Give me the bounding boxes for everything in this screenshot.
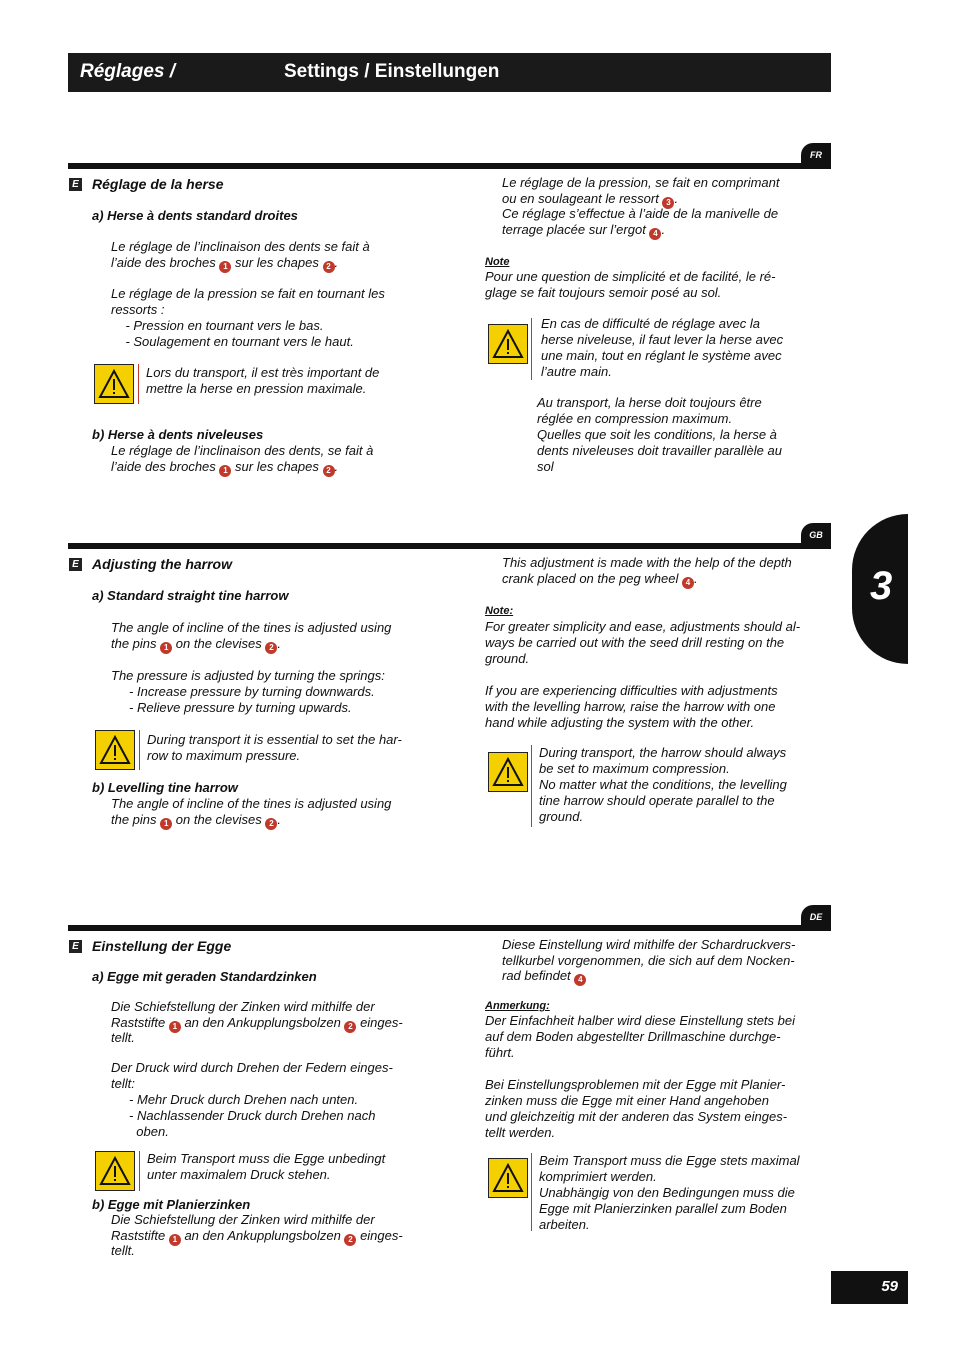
text-gb-r1-l2: crank placed on the peg wheel 4 . <box>502 571 698 587</box>
subheading-a-de: a) Egge mit geraden Standardzinken <box>92 969 317 984</box>
callout-2-icon: 2 <box>265 642 277 654</box>
warning-icon <box>94 364 134 404</box>
warning-text-de-1: Beim Transport muss die Egge unbedingt unter maximalem Druck stehen. <box>147 1151 386 1182</box>
text-fr-r1-l4: terrage placée sur l’ergot 4 . <box>502 222 666 238</box>
section-divider-fr <box>68 163 831 169</box>
warning-rule <box>531 745 532 827</box>
callout-2-icon: 2 <box>344 1021 356 1033</box>
section-divider-gb <box>68 543 831 549</box>
warning-rule <box>138 364 139 404</box>
warning-icon <box>488 1158 528 1198</box>
subheading-b-gb: b) Levelling tine harrow <box>92 780 238 795</box>
text-de-b-l3: tellt. <box>111 1243 135 1258</box>
text-gb-a1-l2: the pins 1 on the clevises 2 . <box>111 636 282 652</box>
callout-1-icon: 1 <box>160 642 172 654</box>
warning-rule <box>531 1153 532 1231</box>
warning-text-fr-2: En cas de difficulté de réglage avec la herse niveleuse, il faut lever la herse avec une main, tout en réglant le système avec l’autre main. <box>541 316 784 379</box>
warning-rule <box>139 730 140 770</box>
note-label-gb: Note: <box>485 605 514 617</box>
text-fr-b-l2: l’aide des broches 1 sur les chapes 2 . <box>111 459 339 475</box>
page-number-box <box>831 1271 908 1304</box>
warning-icon <box>95 730 135 770</box>
lang-badge-fr: FR <box>801 143 831 167</box>
section-heading-gb: Adjusting the harrow <box>92 556 232 572</box>
subheading-a-gb: a) Standard straight tine harrow <box>92 588 289 603</box>
subheading-b-fr: b) Herse à dents niveleuses <box>92 427 264 442</box>
text-de-b-l1: Die Schiefstellung der Zinken wird mithilfe der <box>111 1212 375 1227</box>
warning-text-gb-1: During transport it is essential to set the har- row to maximum pressure. <box>147 732 402 763</box>
note-label-fr: Note <box>485 256 510 268</box>
text-gb-r1-l1: This adjustment is made with the help of the depth <box>502 555 792 570</box>
callout-1-icon: 1 <box>219 261 231 273</box>
lang-badge-gb: GB <box>801 523 831 547</box>
text-fr-b-l1: Le réglage de l’inclinaison des dents, se fait à <box>111 443 374 458</box>
callout-1-icon: 1 <box>160 818 172 830</box>
warning-icon <box>95 1151 135 1191</box>
callout-1-icon: 1 <box>169 1021 181 1033</box>
callout-1-icon: 1 <box>219 465 231 477</box>
warning-text-gb-2: During transport, the harrow should always be set to maximum compression. No matter what the conditions, the levelling tine harrow should operate parallel to the ground. <box>539 745 787 824</box>
callout-2-icon: 2 <box>323 465 335 477</box>
page-number: 59 <box>881 1278 898 1295</box>
text-de-r1-l3: rad befindet 4 <box>502 968 586 986</box>
text-de-a1-l3: tellt. <box>111 1030 135 1045</box>
section-marker-gb: E <box>69 558 82 571</box>
subheading-a-fr: a) Herse à dents standard droites <box>92 208 298 223</box>
warning-text-de-2: Beim Transport muss die Egge stets maximal komprimiert werden. Unabhängig von den Bedingungen muss die Egge mit Planierzinken parallel zum Boden arbeiten. <box>539 1153 800 1232</box>
warning-icon <box>488 752 528 792</box>
warning-rule <box>531 318 532 380</box>
section-marker-fr: E <box>69 178 82 191</box>
callout-2-icon: 2 <box>265 818 277 830</box>
chapter-tab <box>852 514 908 664</box>
text-fr-a2: Le réglage de la pression se fait en tournant les ressorts : - Pression en tournant vers le bas. - Soulagement en tournant vers le haut. <box>111 286 385 349</box>
lang-badge-de: DE <box>801 905 831 929</box>
text-gb-b-l1: The angle of incline of the tines is adjusted using <box>111 796 392 811</box>
warning-rule <box>139 1151 140 1191</box>
callout-2-icon: 2 <box>344 1234 356 1246</box>
text-fr-a1-l1: Le réglage de l’inclinaison des dents se fait à <box>111 239 370 254</box>
text-de-a2: Der Druck wird durch Drehen der Federn einges- tellt: - Mehr Druck durch Drehen nach unten. - Nachlassender Druck durch Drehen nach oben. <box>111 1060 393 1139</box>
text-gb-a2: The pressure is adjusted by turning the springs: - Increase pressure by turning downwards. - Relieve pressure by turning upwards. <box>111 668 385 715</box>
note-text-gb: For greater simplicity and ease, adjustments should al- ways be carried out with the seed drill resting on the ground. If you are experiencing difficulties with adjustments with the levelling harrow, raise the harrow with one hand while adjusting the system with the other. <box>485 619 801 730</box>
text-gb-b-l2: the pins 1 on the clevises 2 . <box>111 812 282 828</box>
text-fr-a1-l2: l’aide des broches 1 sur les chapes 2 . <box>111 255 339 271</box>
callout-4-icon: 4 <box>649 228 661 240</box>
warning-text-fr-2b: Au transport, la herse doit toujours être réglée en compression maximum. Quelles que soit les conditions, la herse à dents niveleuses doit travailler parallèle au sol <box>537 395 782 474</box>
note-label-de: Anmerkung: <box>485 1000 550 1012</box>
note-text-fr: Pour une question de simplicité et de facilité, le ré- glage se fait toujours semoir posé au sol. <box>485 269 776 300</box>
header-title-fr: Réglages / <box>80 61 176 82</box>
text-fr-r1-l2: ou en soulageant le ressort 3 . <box>502 191 679 207</box>
callout-1-icon: 1 <box>169 1234 181 1246</box>
callout-4-icon: 4 <box>574 974 586 986</box>
text-gb-a1-l1: The angle of incline of the tines is adjusted using <box>111 620 392 635</box>
page-header <box>68 53 831 92</box>
callout-4-icon: 4 <box>682 577 694 589</box>
chapter-number: 3 <box>870 564 893 608</box>
section-heading-de: Einstellung der Egge <box>92 938 232 954</box>
section-divider-de <box>68 925 831 931</box>
section-heading-fr: Réglage de la herse <box>92 176 224 192</box>
header-title-rest: Settings / Einstellungen <box>284 61 500 82</box>
text-fr-r1-l3: Ce réglage s’effectue à l’aide de la manivelle de <box>502 206 779 221</box>
text-de-b-l2: Raststifte 1 an den Ankupplungsbolzen 2 einges- <box>111 1228 403 1244</box>
text-de-r1: Diese Einstellung wird mithilfe der Schardruckvers- tellkurbel vorgenommen, die sich auf dem Nocken- <box>502 937 796 968</box>
text-fr-r1-l1: Le réglage de la pression, se fait en comprimant <box>502 175 780 190</box>
text-de-a1-l1: Die Schiefstellung der Zinken wird mithilfe der <box>111 999 375 1014</box>
callout-2-icon: 2 <box>323 261 335 273</box>
warning-icon <box>488 324 528 364</box>
text-de-a1-l2: Raststifte 1 an den Ankupplungsbolzen 2 einges- <box>111 1015 403 1031</box>
section-marker-de: E <box>69 940 82 953</box>
note-text-de: Der Einfachheit halber wird diese Einstellung stets bei auf dem Boden abgestellter Drillmaschine durchge- führt. Bei Einstellungsproblemen mit der Egge mit Planier- zinken muss die Egge mit einer Hand angehoben und gleichzeitig mit der anderen das System einges- tellt werden. <box>485 1013 796 1140</box>
callout-3-icon: 3 <box>662 197 674 209</box>
warning-text-fr-1: Lors du transport, il est très important de mettre la herse en pression maximale. <box>146 365 380 396</box>
subheading-b-de: b) Egge mit Planierzinken <box>92 1197 251 1212</box>
